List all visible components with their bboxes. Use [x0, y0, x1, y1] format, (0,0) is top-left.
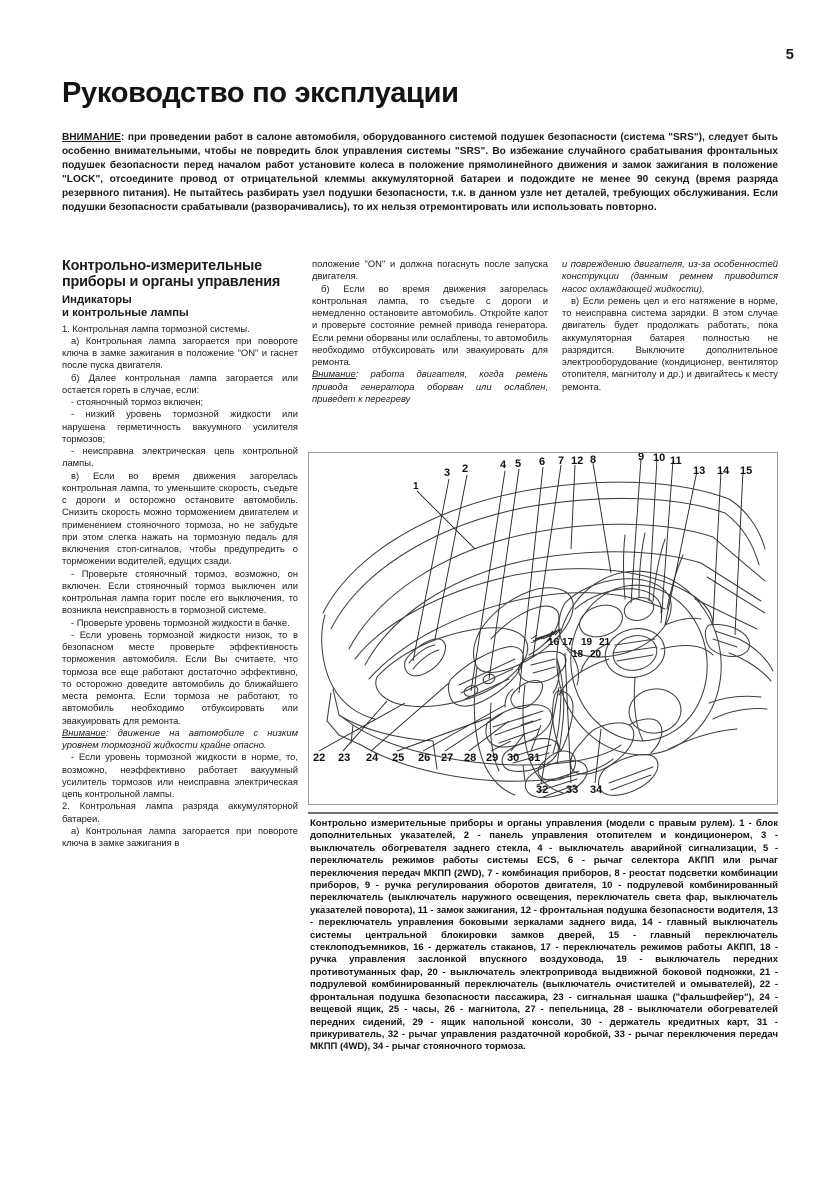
page-number: 5: [785, 46, 794, 63]
callout-label-20: 20: [590, 649, 602, 660]
paragraph: в) Если ремень цел и его натяжение в норме, то неисправна система зарядки. В этом случае двигатель будет продолжать работать, пока аккумуляторная батарея полностью не разрядится. Выключите дополнительное электрооборудование (кондиционер, вентилятор отопителя, магнитолу и др.) и двигайтесь к месту ремонта.: [562, 294, 778, 392]
section-heading: Контрольно-измерительные приборы и органы управления: [62, 258, 281, 291]
paragraph: 2. Контрольная лампа разряда аккумуляторной батареи.: [62, 800, 298, 824]
callout-label-3: 3: [444, 467, 451, 479]
paragraph: 1. Контрольная лампа тормозной системы.: [62, 322, 250, 334]
paragraph: - Если уровень тормозной жидкости низок, то в безопасном месте проверьте эффективность торможения автомобиля. Если Вы считаете, что тормоза все еще работают достаточно эффективно, то осторожно доведите автомобиль до ближайшего места ремонта. Если тормоза не работают, то автомобиль необходимо отбуксировать или эвакуировать для ремонта.: [62, 628, 298, 726]
callout-label-12: 12: [571, 455, 584, 467]
callout-label-32: 32: [536, 784, 549, 796]
callout-label-7: 7: [558, 455, 565, 467]
callout-label-24: 24: [366, 752, 379, 764]
paragraph: - неисправна электрическая цепь контрольной лампы.: [62, 445, 298, 469]
callout-label-9: 9: [638, 452, 645, 463]
callout-label-22: 22: [313, 752, 326, 764]
callout-label-16: 16: [548, 637, 560, 648]
inline-warning-note: [312, 368, 548, 405]
right-text-column: [562, 258, 778, 393]
paragraph: б) Далее контрольная лампа загорается или остается гореть в случае, если:: [62, 371, 298, 395]
callout-label-23: 23: [338, 752, 351, 764]
callout-label-11: 11: [670, 455, 682, 467]
warning-body-text: : при проведении работ в салоне автомобиля, оборудованного системой подушек безопасности (система "SRS"), следует быть особенно внимательными, чтобы не повредить блок управления системы "SRS". Во избежание случайного срабатывания фронтальных подушек безопасности перед началом работ установите колеса в положение прямолинейного движения и замок зажигания в положение "LOCK", отсоедините провод от отрицательной клеммы аккумуляторной батареи и подождите не менее 90 секунд (время разряда резервного питания). Не пытайтесь разбирать узел подушки безопасности, т.к. в данном узле нет деталей, требующих обслуживания. Если подушки безопасности срабатывали (разворачивались), то их нельзя отремонтировать или использовать повторно.: [62, 132, 778, 214]
callout-label-2: 2: [462, 463, 469, 475]
callout-label-31: 31: [528, 752, 541, 764]
paragraph: в) Если во время движения загорелась контрольная лампа, то уменьшите скорость, съедьте с дороги и осторожно остановите автомобиль. Снизить скорость можно торможением двигателем и применением стояночного тормоза, но не забудьте при этом слегка нажать на тормозную педаль для включения стоп-сигналов, чтобы предупредить о торможении водителей, едущих сзади.: [62, 469, 298, 567]
note-lead-label: Внимание: [312, 368, 356, 380]
paragraph: - Проверьте уровень тормозной жидкости в бачке.: [71, 616, 290, 628]
figure-caption-divider: [308, 812, 778, 814]
paragraph: б) Если во время движения загорелась контрольная лампа, то съедьте с дороги и немедленно остановите автомобиль. Откройте капот и проверьте состояние ремней привода генератора. Если ремни оборваны или ослаблены, то автомобиль необходимо отбуксировать или эвакуировать для ремонта.: [312, 282, 548, 367]
paragraph: - Проверьте стояночный тормоз, возможно, он включен. Если стояночный тормоз выключен или контрольная лампа горит после его выключения, то возникла неисправность в тормозной системе.: [62, 567, 298, 616]
note-continuation-text: и повреждению двигателя, из-за особенностей конструкции (данным ремнем приводится насос охлаждающей жидкости).: [562, 258, 778, 294]
warning-lead-label: ВНИМАНИЕ: [62, 132, 121, 143]
callout-label-15: 15: [740, 465, 753, 477]
srs-warning-block: [62, 131, 778, 216]
callout-label-8: 8: [590, 454, 597, 466]
subsection-heading-line-2: и контрольные лампы: [62, 307, 189, 320]
left-text-column: [62, 258, 298, 849]
note-body-text: : движение на автомобиле с низким уровнем тормозной жидкости крайне опасно.: [62, 726, 298, 751]
callout-label-18: 18: [572, 649, 584, 660]
callout-label-4: 4: [500, 459, 507, 471]
paragraph: положение "ON" и должна погаснуть после запуска двигателя.: [312, 258, 548, 282]
paragraph: а) Контрольная лампа загорается при повороте ключа в замке зажигания в положение "ON" и гаснет после пуска двигателя.: [62, 334, 298, 371]
figure-caption: Контрольно измерительные приборы и органы управления (модели с правым рулем). 1 - блок дополнительных указателей, 2 - панель управления отопителем и кондиционером, 3 - выключатель обогревателя заднего стекла, 4 - выключатель аварийной сигнализации, 5 - переключатель режимов работы системы ECS, 6 - рычаг селектора АКПП или рычаг переключения передач МКПП (2WD), 7 - комбинация приборов, 8 - реостат подсветки комбинации приборов, 9 - ручка регулирования оборотов двигателя, 10 - подрулевой комбинированный переключатель (выключатель наружного освещения, переключатель света фар, выключатель указателей поворота), 11 - замок зажигания, 12 - фронтальная подушка безопасности водителя, 13 - переключатель управления боковыми зеркалами заднего вида, 14 - главный выключатель системы центральной блокировки замков дверей, 15 - главный переключатель стеклоподъемников, 16 - держатель стаканов, 17 - переключатель режимов работы АКПП, 18 - ручка управления заслонкой впускного воздуховода, 19 - выключатель передних противотуманных фар, 20 - выключатель электропривода выдвижной боковой подножки, 21 - подрулевой комбинированный переключатель (выключатель очистителей и омывателей), 22 - фронтальная подушка безопасности пассажира, 23 - сигнальная шашка ("фальшфейер"), 24 - вещевой ящик, 25 - часы, 26 - магнитола, 27 - пепельница, 28 - выключатели обогревателей передних сидений, 29 - ящик напольной консоли, 30 - держатель кредитных карт, 31 - прикуриватель, 32 - рычаг управления раздаточной коробкой, 33 - рычаг переключения передач МКПП (4WD), 34 - рычаг стояночного тормоза.: [310, 818, 778, 1053]
subsection-heading: [62, 294, 298, 321]
note-body-text: : работа двигателя, когда ремень привода генератора оборван или ослаблен, приведет к перегреву: [312, 368, 548, 404]
callout-label-21: 21: [599, 637, 611, 648]
callout-label-28: 28: [464, 752, 477, 764]
callout-label-30: 30: [507, 752, 520, 764]
paragraph: а) Контрольная лампа загорается при повороте ключа в замке зажигания в: [62, 824, 298, 849]
callout-label-10: 10: [653, 452, 666, 464]
callout-label-27: 27: [441, 752, 454, 764]
dashboard-controls-diagram: [308, 452, 778, 805]
callout-label-14: 14: [717, 465, 730, 477]
callout-label-13: 13: [693, 465, 706, 477]
paragraph: - Если уровень тормозной жидкости в норме, то, возможно, неэффективно работает вакуумный усилитель тормозов или неисправна электрическая цепь контрольной лампы.: [62, 751, 298, 800]
middle-text-column: [312, 258, 548, 405]
callout-label-5: 5: [515, 458, 522, 470]
callout-label-25: 25: [392, 752, 405, 764]
diagram-linework: [309, 453, 777, 804]
callout-label-26: 26: [418, 752, 431, 764]
callout-label-29: 29: [486, 752, 499, 764]
subsection-heading-line-1: Индикаторы: [62, 293, 132, 306]
page-title: Руководство по эксплуации: [62, 77, 459, 109]
callout-label-1: 1: [413, 481, 419, 492]
callout-label-6: 6: [539, 456, 546, 468]
paragraph: - низкий уровень тормозной жидкости или нарушена герметичность вакуумного усилителя тормозов;: [62, 408, 298, 444]
callout-label-19: 19: [581, 637, 593, 648]
callout-label-17: 17: [562, 637, 574, 648]
inline-warning-note: [62, 727, 298, 752]
callout-label-33: 33: [566, 784, 579, 796]
paragraph: - стояночный тормоз включен;: [71, 396, 204, 408]
callout-label-34: 34: [590, 784, 603, 796]
note-lead-label: Внимание: [62, 726, 106, 738]
